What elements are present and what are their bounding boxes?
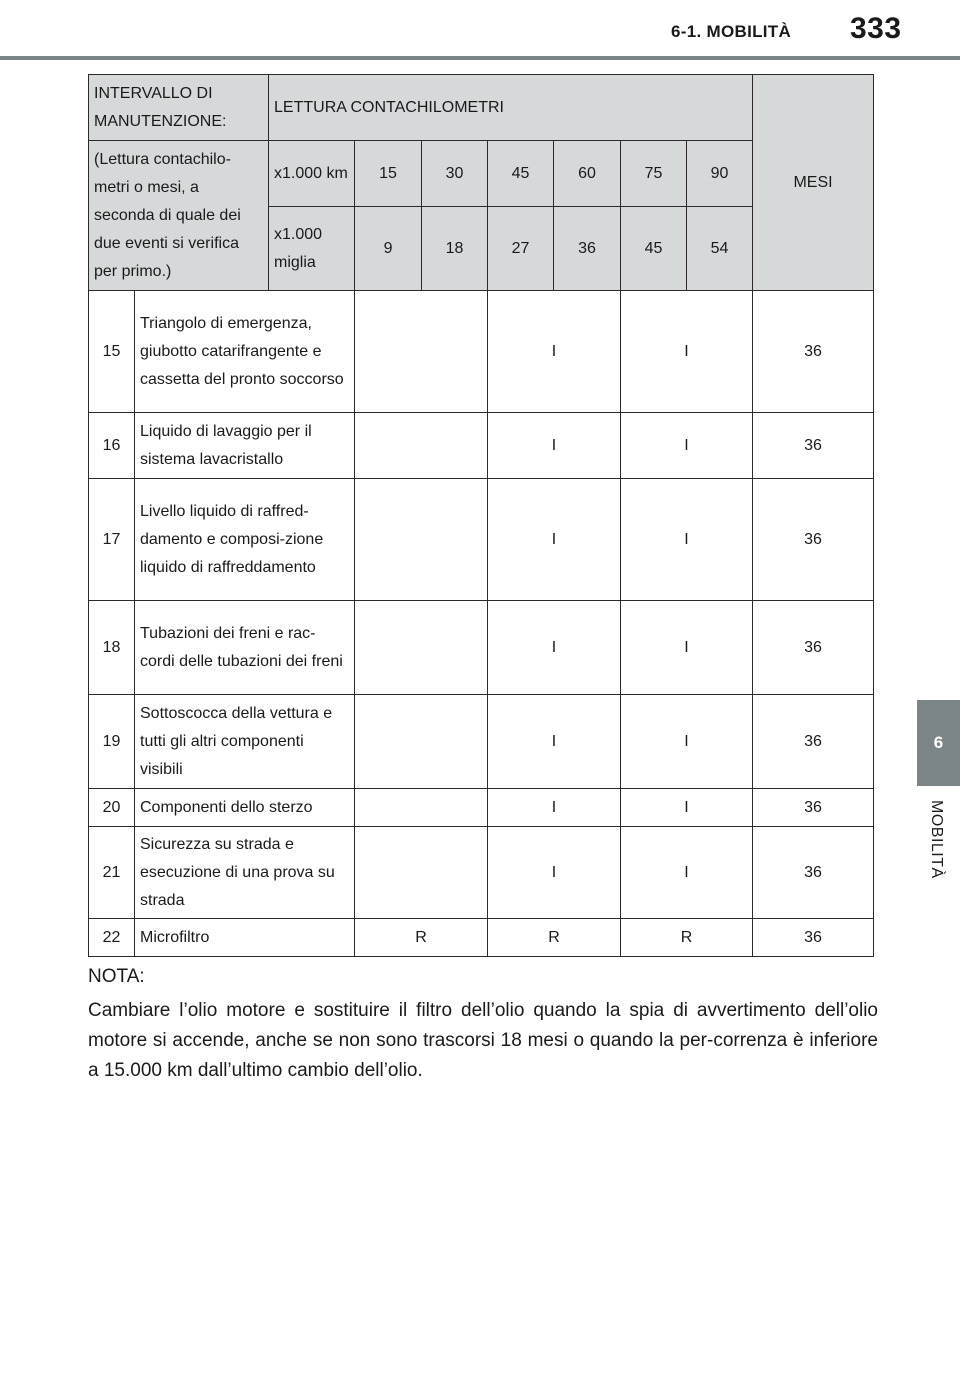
months-value: 36 [753,413,874,479]
interval-check: I [621,827,753,919]
row-number: 19 [89,695,135,789]
table-row [89,789,874,827]
interval-check [355,827,488,919]
km-unit: x1.000 km [269,141,355,207]
interval-check: R [488,919,621,957]
months-value: 36 [753,827,874,919]
item-description: Tubazioni dei freni e rac-cordi delle tubazioni dei freni [135,601,355,695]
row-number: 16 [89,413,135,479]
interval-check [355,413,488,479]
km-value: 75 [621,141,687,207]
row-number: 21 [89,827,135,919]
table-row [89,827,874,919]
interval-check: R [621,919,753,957]
item-description: Triangolo di emergenza, giubotto catarifrangente e cassetta del pronto soccorso [135,291,355,413]
table-row [89,413,874,479]
item-description: Liquido di lavaggio per il sistema lavacristallo [135,413,355,479]
miles-value: 18 [422,207,488,291]
table-row [89,479,874,601]
interval-check: I [488,413,621,479]
interval-check: R [355,919,488,957]
chapter-label: MOBILITÀ [928,800,945,879]
interval-check [355,789,488,827]
interval-check [355,601,488,695]
reading-label: LETTURA CONTACHILOMETRI [269,75,753,141]
interval-note: (Lettura contachilo-metri o mesi, a seconda di quale dei due eventi si verifica per primo.) [89,141,269,291]
interval-check: I [488,827,621,919]
item-description: Microfiltro [135,919,355,957]
months-value: 36 [753,479,874,601]
interval-check: I [488,291,621,413]
interval-check: I [621,695,753,789]
item-description: Sicurezza su strada e esecuzione di una prova su strada [135,827,355,919]
months-value: 36 [753,695,874,789]
header-divider [0,56,960,60]
months-value: 36 [753,919,874,957]
months-label: MESI [753,75,874,291]
table-row [89,601,874,695]
km-value: 15 [355,141,422,207]
interval-check [355,695,488,789]
row-number: 18 [89,601,135,695]
interval-check: I [621,413,753,479]
note-text: Cambiare l’olio motore e sostituire il filtro dell’olio quando la spia di avvertimento dell’olio motore si accende, anche se non sono trascorsi 18 mesi o quando la per-correnza è inferiore a 15.000 km dall’ultimo cambio dell’olio. [88,1000,878,1081]
miles-value: 27 [488,207,554,291]
page-number: 333 [850,12,902,45]
miles-value: 9 [355,207,422,291]
km-value: 45 [488,141,554,207]
miles-value: 54 [687,207,753,291]
km-value: 60 [554,141,621,207]
row-number: 15 [89,291,135,413]
section-title: 6-1. MOBILITÀ [671,22,792,41]
months-value: 36 [753,789,874,827]
months-value: 36 [753,291,874,413]
interval-check: I [621,601,753,695]
maintenance-table [88,74,874,957]
item-description: Sottoscocca della vettura e tutti gli altri componenti visibili [135,695,355,789]
interval-check [355,291,488,413]
interval-check [355,479,488,601]
row-number: 17 [89,479,135,601]
interval-check: I [488,601,621,695]
row-number: 22 [89,919,135,957]
km-value: 90 [687,141,753,207]
row-number: 20 [89,789,135,827]
months-value: 36 [753,601,874,695]
interval-check: I [488,479,621,601]
table-row [89,291,874,413]
header-row [89,75,874,141]
interval-check: I [621,479,753,601]
interval-check: I [621,291,753,413]
chapter-number: 6 [933,733,944,752]
miles-value: 36 [554,207,621,291]
note-title: NOTA: [88,966,145,987]
interval-label: INTERVALLO DI MANUTENZIONE: [89,75,269,141]
interval-check: I [621,789,753,827]
table-row [89,919,874,957]
table-row [89,695,874,789]
miles-value: 45 [621,207,687,291]
chapter-tab [917,700,960,786]
interval-check: I [488,789,621,827]
miles-unit: x1.000 miglia [269,207,355,291]
item-description: Livello liquido di raffred-damento e composi-zione liquido di raffreddamento [135,479,355,601]
item-description: Componenti dello sterzo [135,789,355,827]
interval-check: I [488,695,621,789]
km-value: 30 [422,141,488,207]
